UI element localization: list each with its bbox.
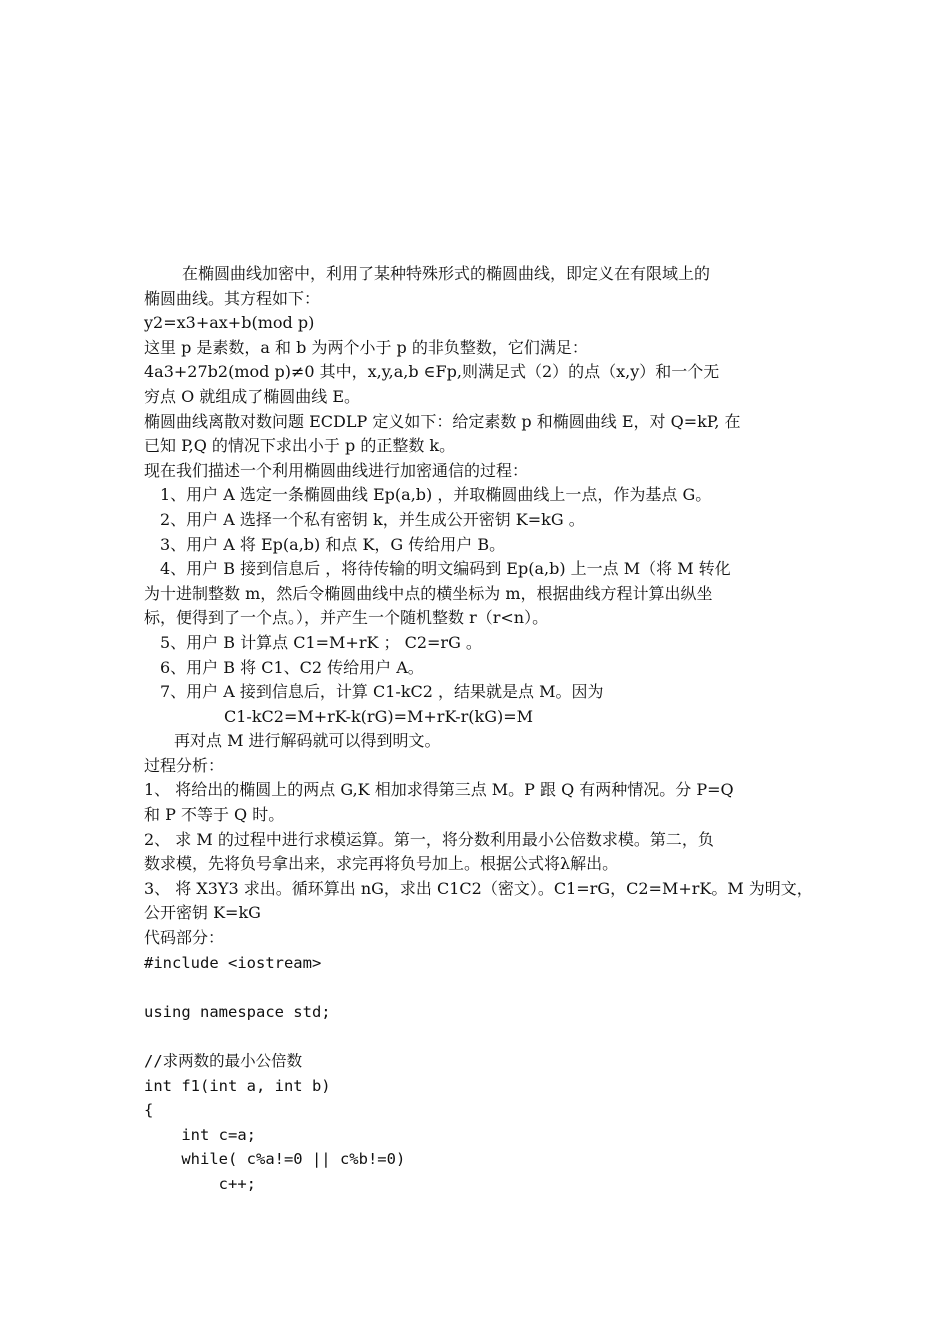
intro-paragraph-line: 这里 p 是素数，a 和 b 为两个小于 p 的非负整数，它们满足： — [144, 337, 588, 357]
code-line: int c=a; — [144, 1125, 256, 1144]
process-step: 7、用户 A 接到信息后，计算 C1-kC2 ，结果就是点 M。因为 — [160, 682, 604, 702]
code-blank-line — [144, 975, 810, 1000]
process-step-continuation: 为十进制整数 m，然后令椭圆曲线中点的横坐标为 m，根据曲线方程计算出纵坐 — [144, 583, 713, 603]
process-step: 3、用户 A 将 Ep(a,b) 和点 K，G 传给用户 B。 — [160, 534, 506, 554]
code-section-heading: 代码部分： — [144, 928, 225, 948]
intro-paragraph-line: 椭圆曲线。其方程如下： — [144, 288, 321, 308]
process-heading: 现在我们描述一个利用椭圆曲线进行加密通信的过程： — [144, 460, 529, 480]
code-line: c++; — [144, 1174, 256, 1193]
analysis-heading: 过程分析： — [144, 755, 225, 775]
analysis-item-continuation: 公开密钥 K=kG — [144, 903, 261, 923]
process-step: 2、用户 A 选择一个私有密钥 k，并生成公开密钥 K=kG 。 — [160, 509, 585, 529]
code-comment-line: //求两数的最小公倍数 — [144, 1052, 303, 1070]
process-step-continuation: 标，便得到了一个点。），并产生一个随机整数 r（r<n）。 — [144, 608, 549, 628]
code-line: #include <iostream> — [144, 953, 322, 972]
decryption-formula: C1-kC2=M+rK-k(rG)=M+rK-r(kG)=M — [224, 706, 534, 726]
code-blank-line — [144, 1024, 810, 1049]
code-line: { — [144, 1101, 154, 1120]
process-step: 6、用户 B 将 C1、C2 传给用户 A。 — [160, 657, 424, 677]
analysis-item: 3、 将 X3Y3 求出。循环算出 nG，求出 C1C2（密文）。C1=rG，C2=M+rK。M 为明文， — [144, 878, 813, 898]
ecdlp-definition: 已知 P,Q 的情况下求出小于 p 的正整数 k。 — [144, 436, 456, 456]
process-step: 4、用户 B 接到信息后 ，将待传输的明文编码到 Ep(a,b) 上一点 M（将 M 转化 — [160, 559, 731, 579]
analysis-item-continuation: 和 P 不等于 Q 时。 — [144, 805, 285, 825]
code-line: int f1(int a, int b) — [144, 1076, 331, 1095]
analysis-item: 1、 将给出的椭圆上的两点 G,K 相加求得第三点 M。P 跟 Q 有两种情况。分 P=Q — [144, 780, 734, 800]
ecdlp-definition: 椭圆曲线离散对数问题 ECDLP 定义如下：给定素数 p 和椭圆曲线 E，对 Q=kP, 在 — [144, 411, 741, 431]
code-line: using namespace std; — [144, 1002, 331, 1021]
curve-condition: 4a3+27b2(mod p)≠0 其中，x,y,a,b ∈Fp,则满足式（2）的点（x,y）和一个无 — [144, 362, 720, 382]
intro-paragraph-line: 穷点 O 就组成了椭圆曲线 E。 — [144, 386, 361, 406]
analysis-item: 2、 求 M 的过程中进行求模运算。第一，将分数利用最小公倍数求模。第二，负 — [144, 829, 714, 849]
curve-equation: y2=x3+ax+b(mod p) — [144, 313, 315, 333]
intro-paragraph-line: 在椭圆曲线加密中，利用了某种特殊形式的椭圆曲线，即定义在有限域上的 — [182, 264, 711, 283]
code-line: while( c%a!=0 || c%b!=0) — [144, 1150, 406, 1169]
process-step: 1、用户 A 选定一条椭圆曲线 Ep(a,b) ，并取椭圆曲线上一点，作为基点 G。 — [160, 485, 712, 505]
document-body — [144, 262, 813, 1197]
process-step: 5、用户 B 计算点 C1=M+rK ； C2=rG 。 — [160, 632, 482, 652]
decode-note: 再对点 M 进行解码就可以得到明文。 — [174, 731, 441, 751]
analysis-item-continuation: 数求模，先将负号拿出来，求完再将负号加上。根据公式将λ解出。 — [144, 854, 619, 874]
